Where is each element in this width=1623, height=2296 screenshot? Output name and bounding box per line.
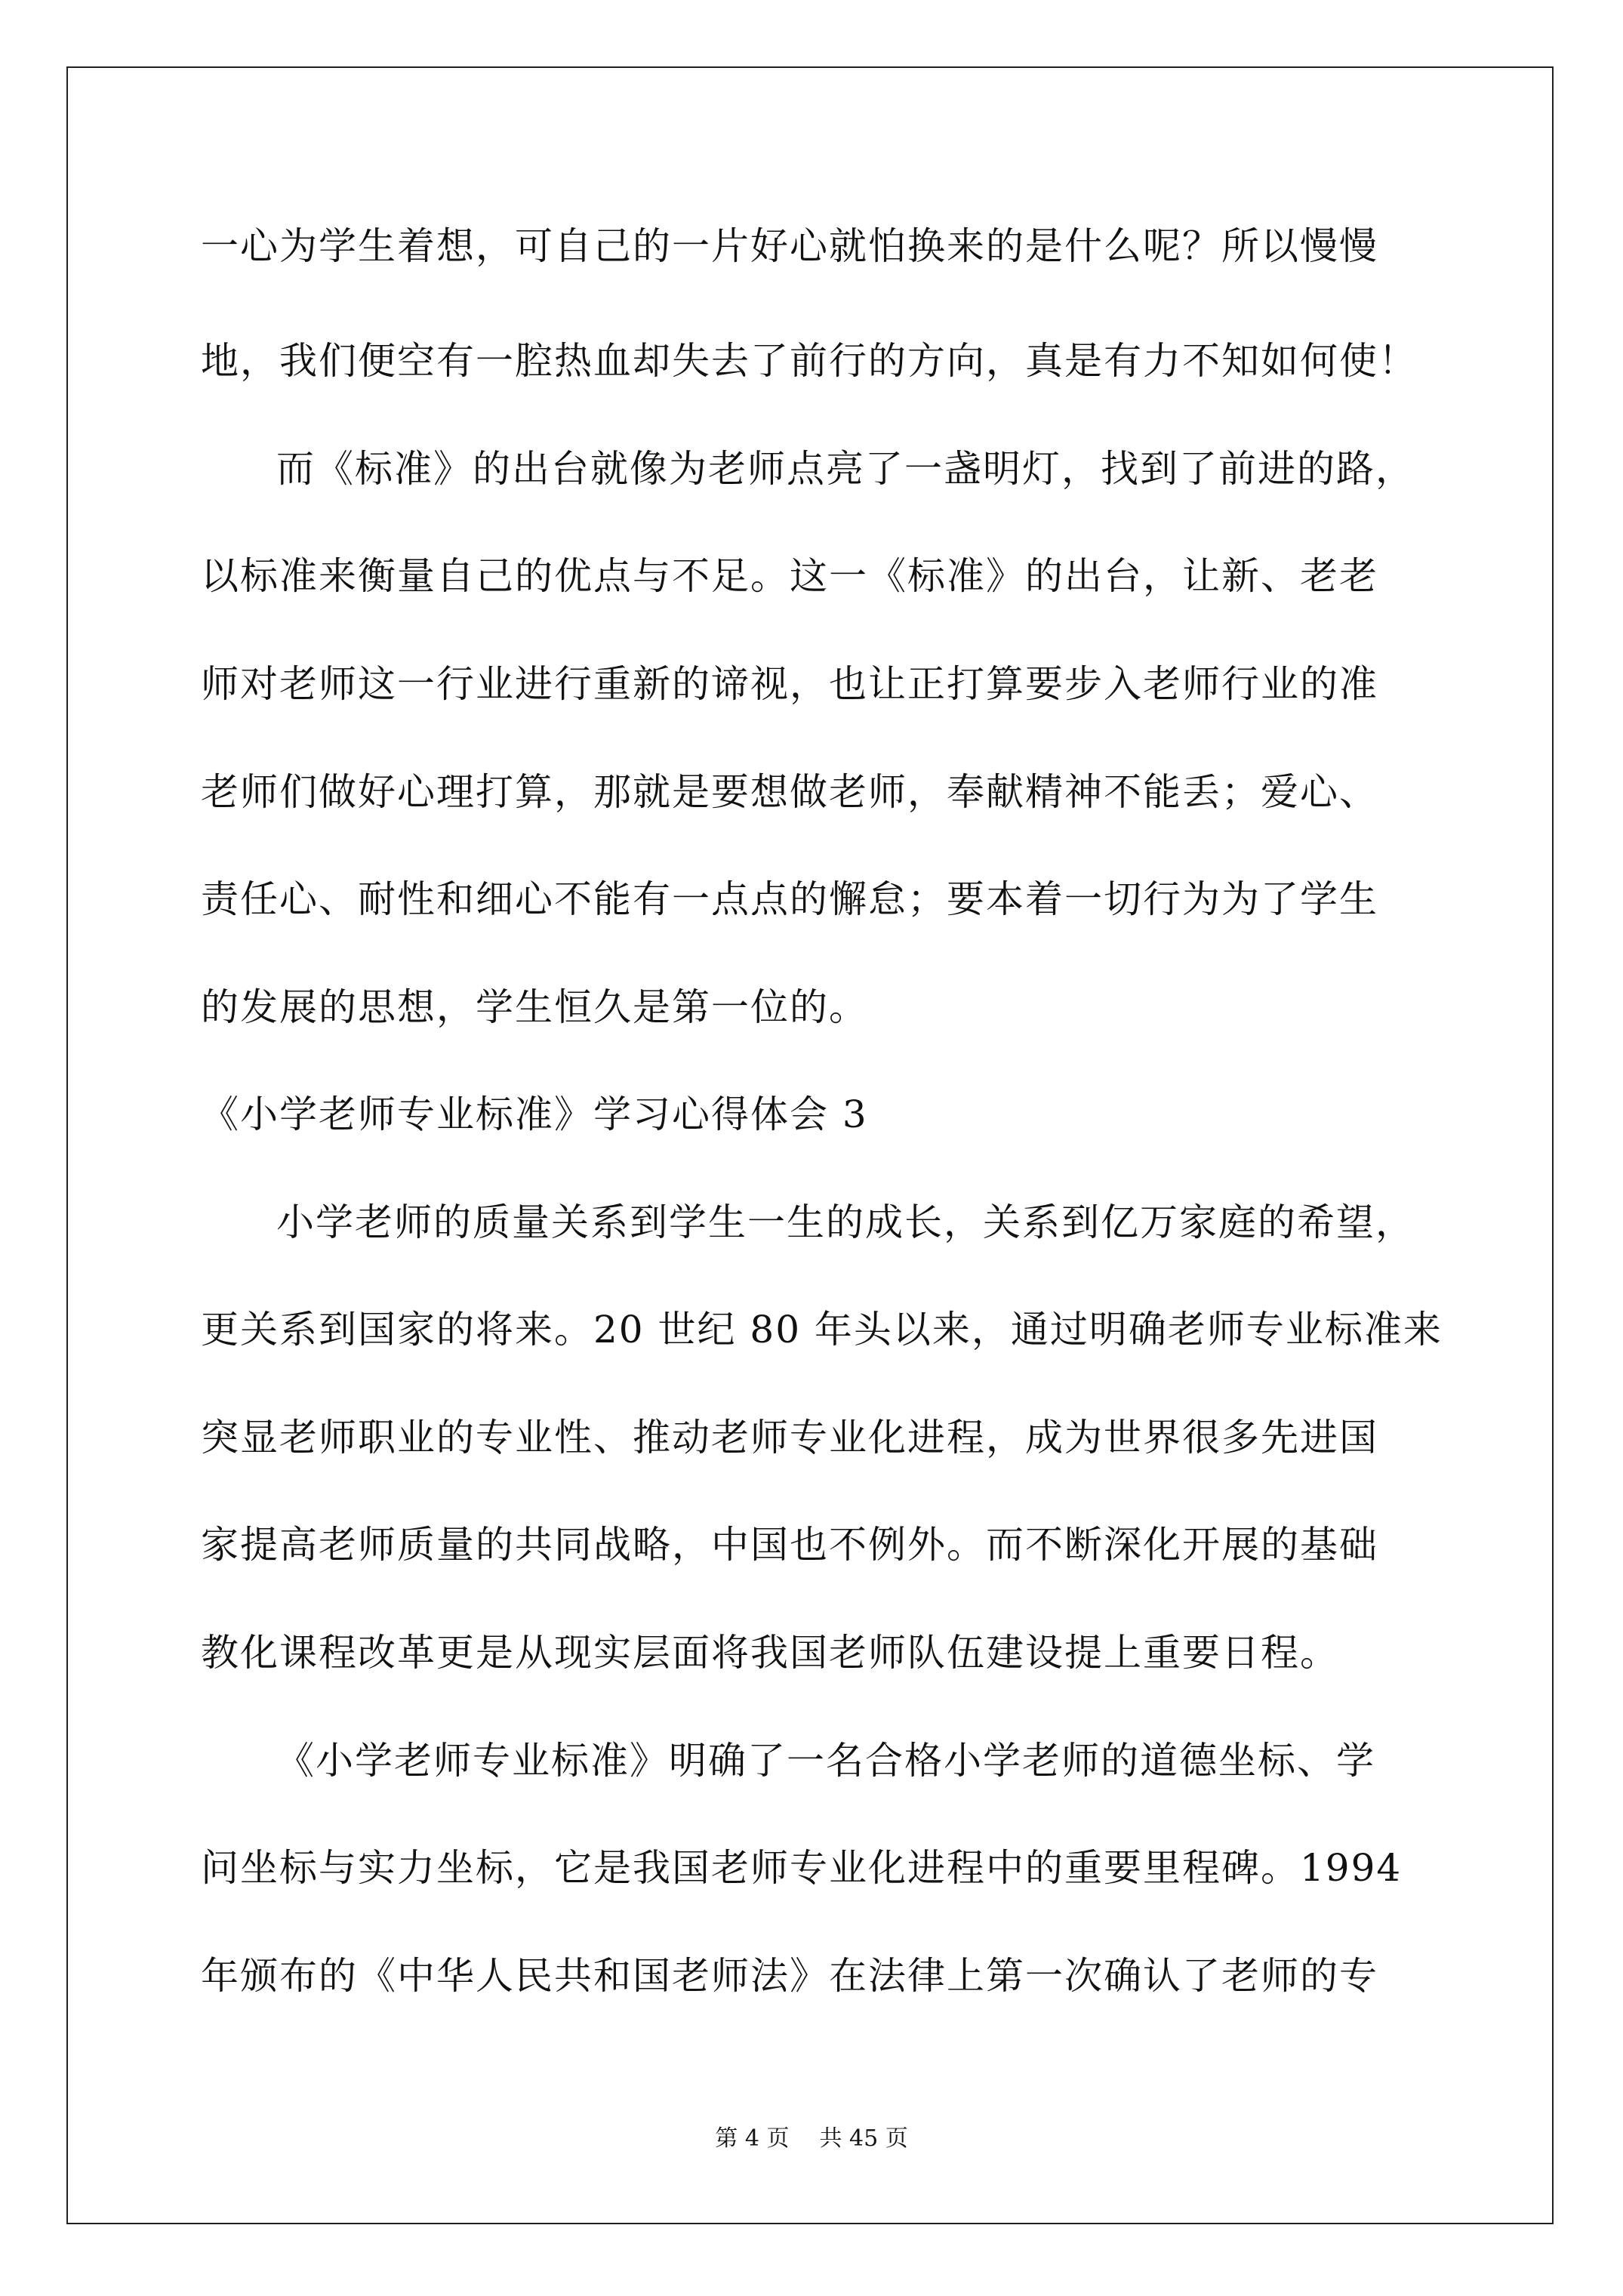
- text-line: 以标准来衡量自己的优点与不足。这一《标准》的出台，让新、老老: [201, 554, 1378, 598]
- text-line: 家提高老师质量的共同战略，中国也不例外。而不断深化开展的基础: [201, 1523, 1378, 1567]
- text-line: 老师们做好心理打算，那就是要想做老师，奉献精神不能丢；爱心、: [201, 770, 1378, 814]
- page-frame: [66, 66, 1554, 2224]
- text-line: 地，我们便空有一腔热血却失去了前行的方向，真是有力不知如何使！: [201, 339, 1418, 383]
- text-line: 教化课程改革更是从现实层面将我国老师队伍建设提上重要日程。: [201, 1631, 1339, 1675]
- text-line: 问坐标与实力坐标，它是我国老师专业化进程中的重要里程碑。1994: [201, 1846, 1403, 1890]
- text-line: 一心为学生着想，可自己的一片好心就怕换来的是什么呢？所以慢慢: [201, 224, 1378, 268]
- text-line: 的发展的思想，学生恒久是第一位的。: [201, 985, 868, 1029]
- page-number: 第 4 页: [715, 2125, 790, 2152]
- section-heading: 《小学老师专业标准》学习心得体会 3: [201, 1093, 868, 1136]
- text-line: 责任心、耐性和细心不能有一点点的懈怠；要本着一切行为为了学生: [201, 877, 1378, 921]
- paragraph-start-line: 《小学老师专业标准》明确了一名合格小学老师的道德坐标、学: [276, 1739, 1375, 1783]
- paragraph-start-line: 小学老师的质量关系到学生一生的成长，关系到亿万家庭的希望，: [276, 1200, 1415, 1244]
- page-footer: [0, 2125, 1623, 2153]
- text-line: 更关系到国家的将来。20 世纪 80 年头以来，通过明确老师专业标准来: [201, 1308, 1443, 1351]
- text-line: 突显老师职业的专业性、推动老师专业化进程，成为世界很多先进国: [201, 1416, 1378, 1459]
- paragraph-start-line: 而《标准》的出台就像为老师点亮了一盏明灯，找到了前进的路，: [276, 447, 1415, 491]
- page-total: 共 45 页: [819, 2125, 908, 2152]
- text-line: 师对老师这一行业进行重新的谛视，也让正打算要步入老师行业的准: [201, 662, 1378, 706]
- text-line: 年颁布的《中华人民共和国老师法》在法律上第一次确认了老师的专: [201, 1954, 1378, 1998]
